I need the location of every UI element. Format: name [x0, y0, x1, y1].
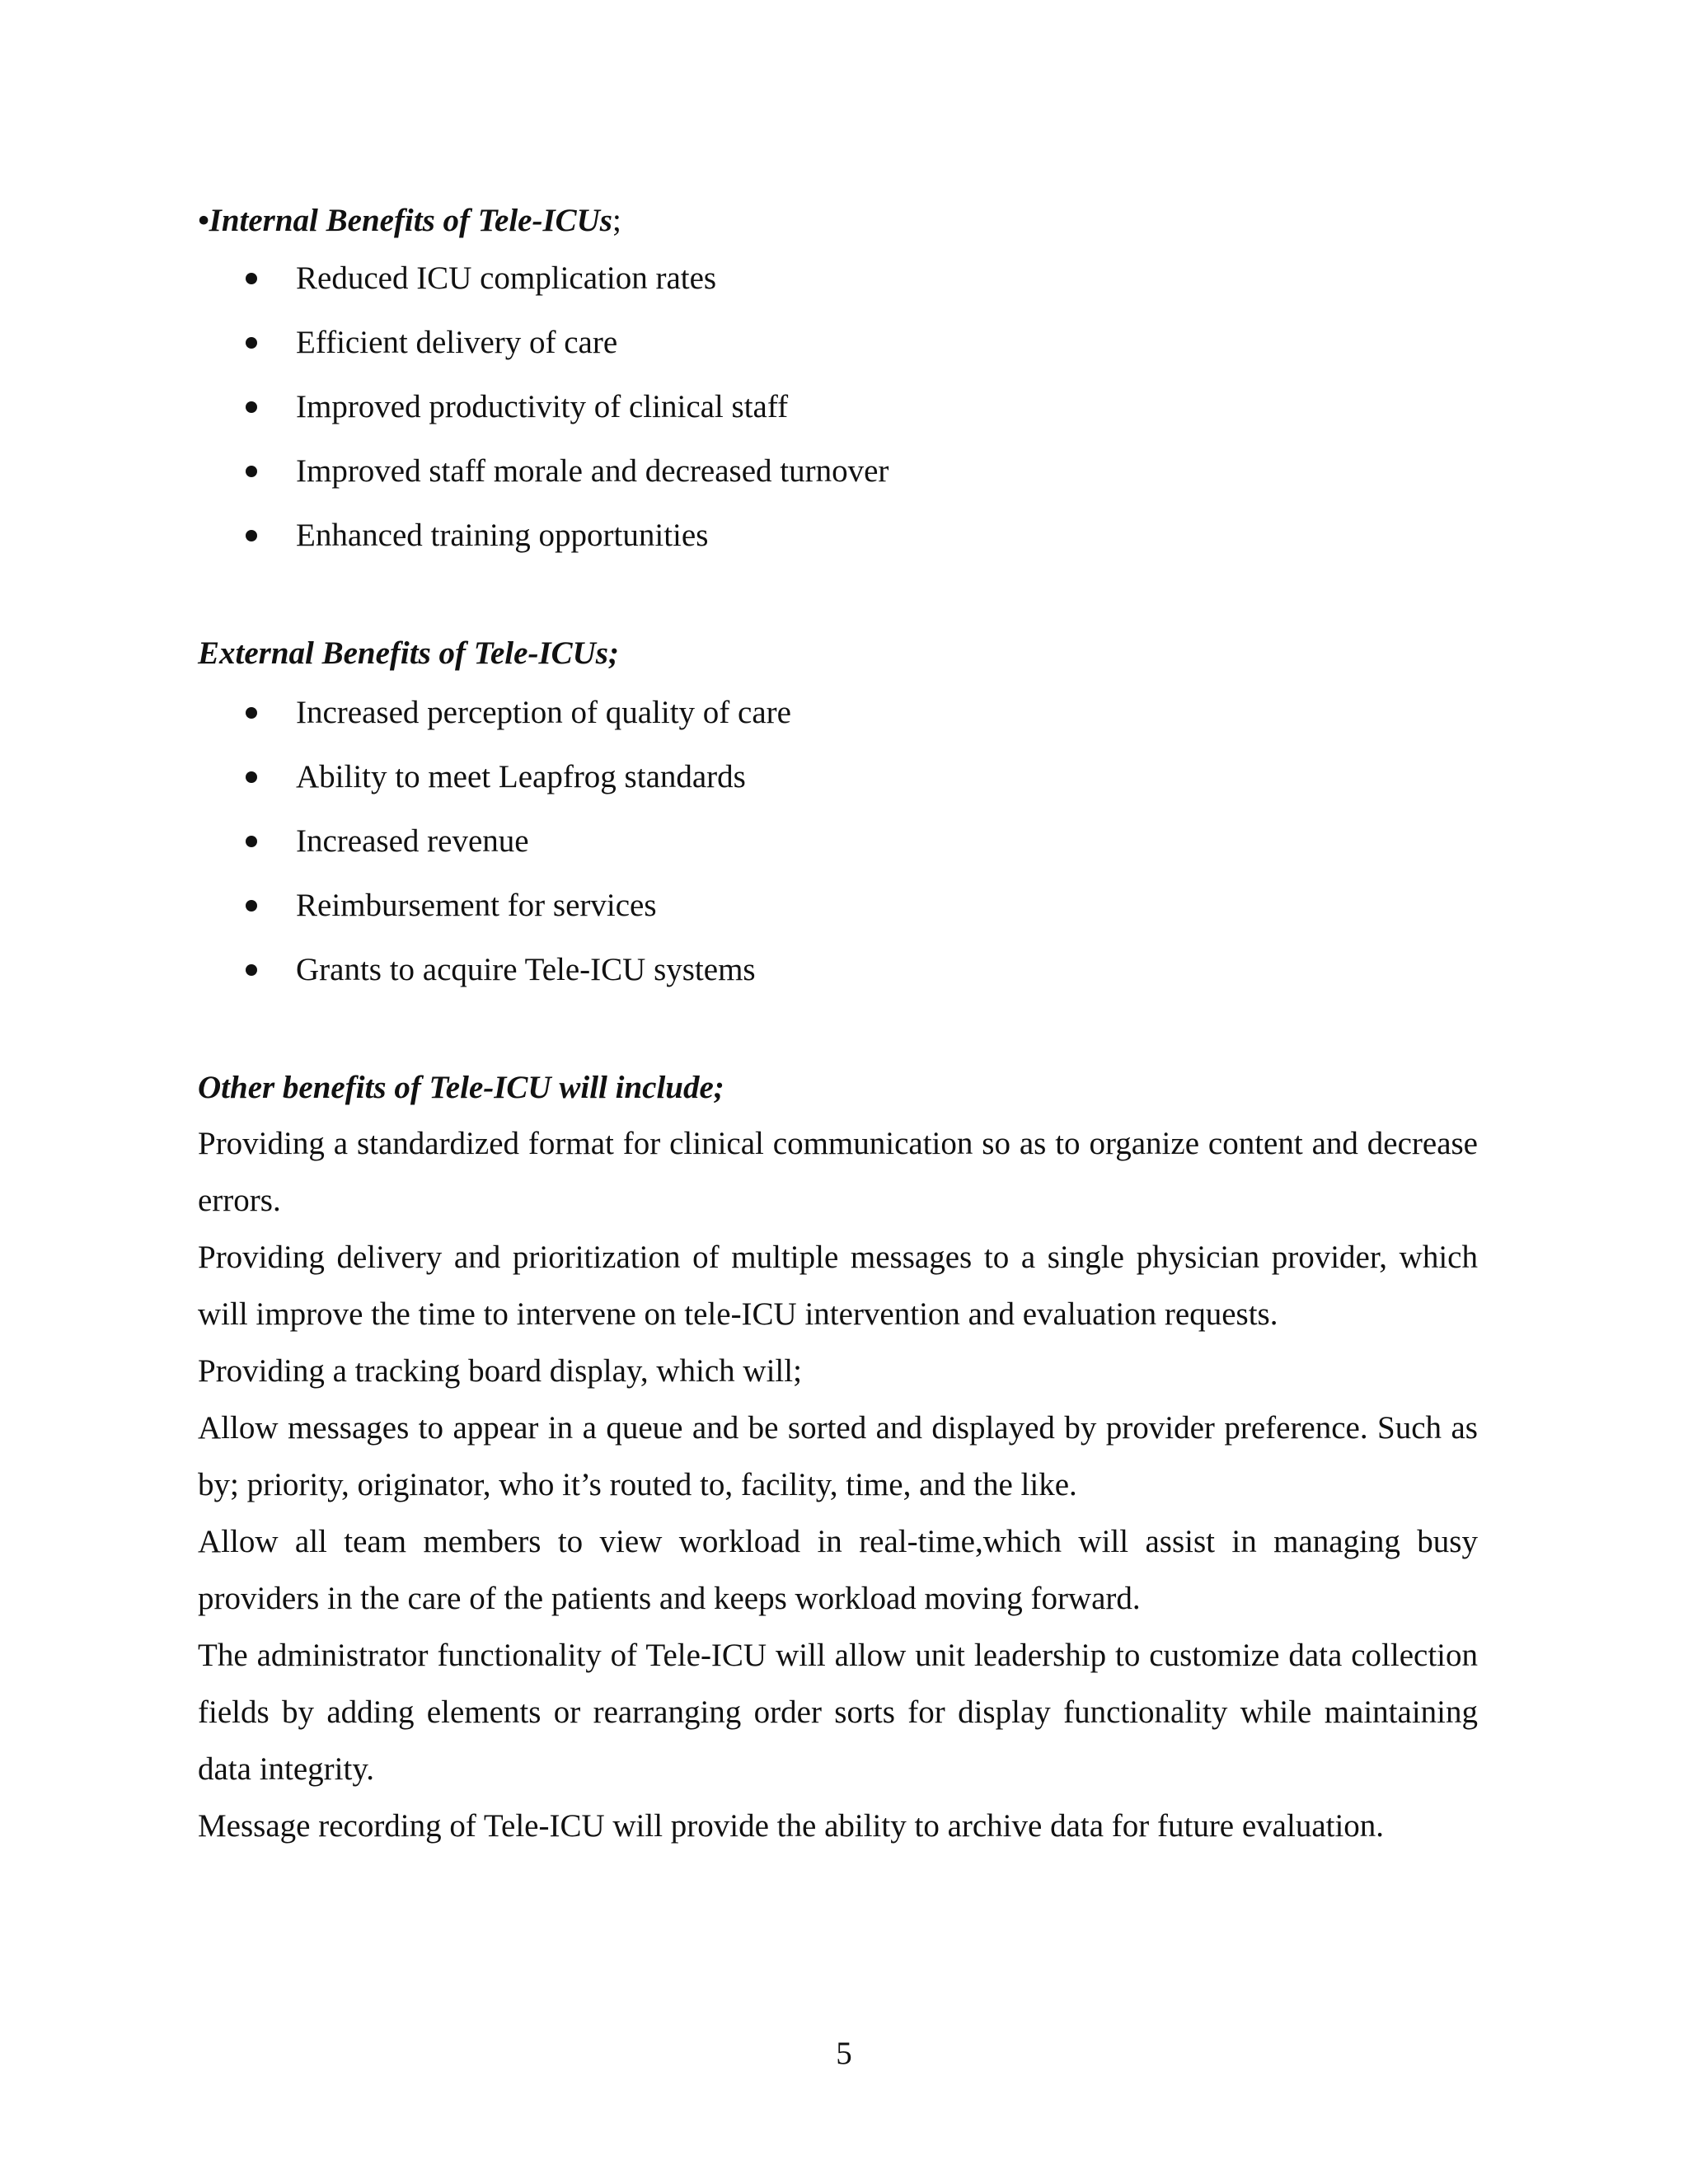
list-item-text: Efficient delivery of care: [296, 325, 618, 360]
list-item-text: Ability to meet Leapfrog standards: [296, 759, 746, 794]
list-item-text: Increased revenue: [296, 823, 529, 859]
list-item-text: Reimbursement for services: [296, 888, 657, 923]
bullet-icon: [246, 707, 257, 719]
list-item-text: Increased perception of quality of care: [296, 695, 791, 730]
list-item-text: Enhanced training opportunities: [296, 518, 709, 553]
bullet-icon: [246, 771, 257, 783]
bullet-icon: [246, 337, 257, 349]
list-item-text: Grants to acquire Tele-ICU systems: [296, 952, 756, 987]
bullet-icon: [246, 273, 257, 284]
internal-benefits-heading: [198, 204, 621, 237]
bullet-icon: [246, 401, 257, 413]
heading-bullet: •: [198, 203, 209, 238]
bullet-icon: [246, 836, 257, 847]
bullet-icon: [246, 964, 257, 976]
paragraph: Providing delivery and prioritization of multiple messages to a single physician provider, which will improve the time to intervene on tele-ICU intervention and evaluation requests.: [198, 1240, 1478, 1332]
paragraph: Allow messages to appear in a queue and be sorted and displayed by provider preference. Such as by; priority, originator, who it’s routed to, facility, time, and the like.: [198, 1410, 1478, 1502]
external-benefits-heading: External Benefits of Tele-ICUs;: [198, 635, 619, 671]
list-item-text: Improved productivity of clinical staff: [296, 389, 789, 424]
paragraph: Providing a tracking board display, which will;: [198, 1353, 802, 1389]
bullet-icon: [246, 900, 257, 912]
list-item-text: Improved staff morale and decreased turnover: [296, 453, 889, 489]
internal-benefits-title: Internal Benefits of Tele-ICUs: [209, 203, 612, 238]
paragraph: The administrator functionality of Tele-ICU will allow unit leadership to customize data collection fields by adding elements or rearranging order sorts for display functionality while maintaining data integrity.: [198, 1638, 1478, 1787]
other-benefits-body: [198, 1115, 1478, 1854]
paragraph: Allow all team members to view workload in real-time,which will assist in managing busy providers in the care of the patients and keeps workload moving forward.: [198, 1524, 1478, 1616]
page-number: 5: [836, 2036, 852, 2071]
bullet-icon: [246, 466, 257, 477]
other-benefits-heading: Other benefits of Tele-ICU will include;: [198, 1070, 724, 1105]
paragraph: Message recording of Tele-ICU will provide the ability to archive data for future evaluation.: [198, 1808, 1385, 1844]
list-item-text: Reduced ICU complication rates: [296, 260, 717, 296]
paragraph: Providing a standardized format for clinical communication so as to organize content and decrease errors.: [198, 1126, 1478, 1218]
heading-semicolon: ;: [612, 203, 621, 238]
bullet-icon: [246, 530, 257, 541]
